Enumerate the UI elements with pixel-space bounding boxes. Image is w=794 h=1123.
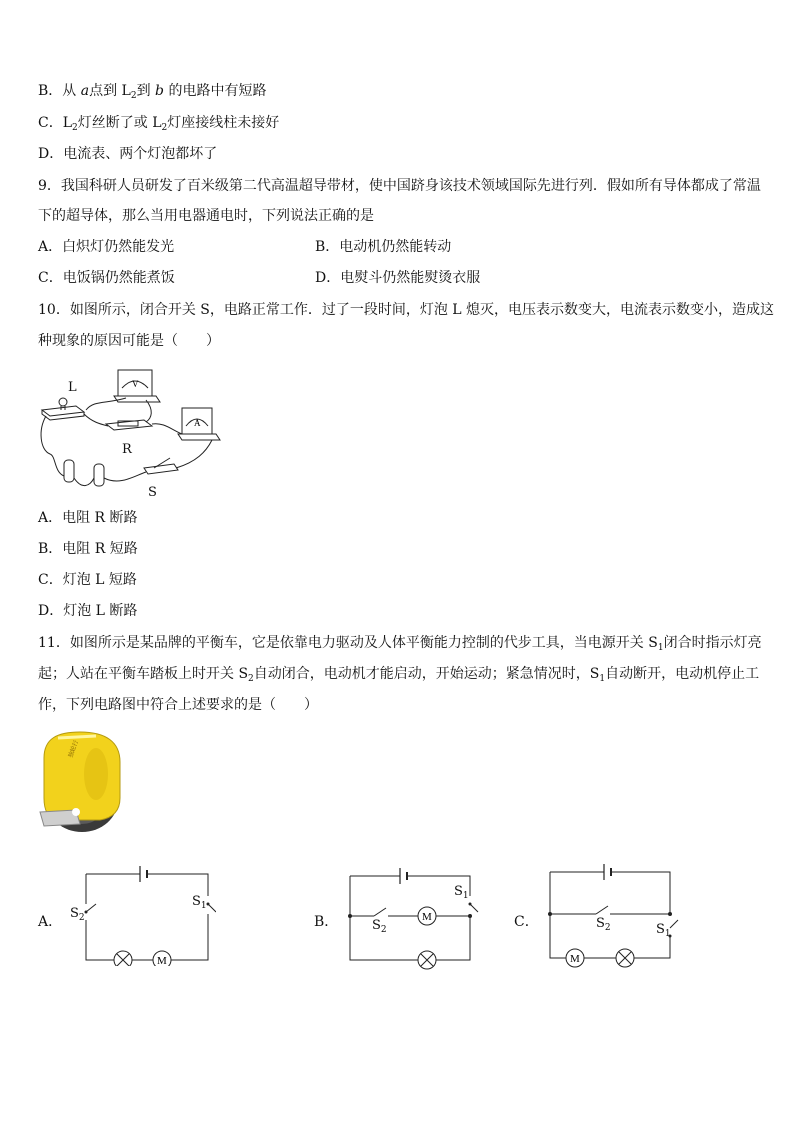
circuit-b-motor: M xyxy=(422,911,432,923)
balance-car-drawing xyxy=(36,728,124,834)
circuit-a-drawing xyxy=(36,858,216,966)
circuit-a-motor: M xyxy=(157,955,167,966)
q10-circuit-drawing xyxy=(36,360,226,502)
q10-option-b: B．电阻 R 短路 xyxy=(38,541,138,557)
circuit-a-s1: $S_1$ xyxy=(192,894,207,911)
q9-option-b: B．电动机仍然能转动 xyxy=(315,239,452,255)
circuit-c-s2: $S_2$ xyxy=(596,916,611,933)
circuit-a-label: A． xyxy=(38,914,63,930)
q10-stem-line1: 10．如图所示，闭合开关 S，电路正常工作．过了一段时间，灯泡 L 熄灭，电压表示数变大，电流表示数变小，造成这 xyxy=(38,302,775,318)
switch-label: S xyxy=(148,485,157,500)
circuit-c-s1: $S_1$ xyxy=(656,922,671,939)
q8-option-c: C．$L_2$灯丝断了或 $L_2$灯座接线柱未接好 xyxy=(38,115,280,133)
circuit-b xyxy=(312,860,492,970)
q9-option-a: A．白炽灯仍然能发光 xyxy=(38,239,175,255)
q11-stem-line1: 11．如图所示是某品牌的平衡车，它是依靠电力驱动及人体平衡能力控制的代步工具，当电源开关 $S_1$闭合时指示灯亮 xyxy=(38,635,762,653)
circuit-b-drawing xyxy=(312,860,492,970)
q10-option-a: A．电阻 R 断路 xyxy=(38,510,138,526)
circuit-c-drawing xyxy=(512,858,696,970)
q11-stem-line2: 起；人站在平衡车踏板上时开关 $S_2$自动闭合，电动机才能启动，开始运动；紧急情况时，$S_1$自动断开，电动机停止工 xyxy=(38,666,760,684)
q9-option-d: D．电熨斗仍然能熨烫衣服 xyxy=(315,270,481,286)
wheel-brand-text: 独轮行 xyxy=(67,739,81,759)
circuit-a-s2: $S_2$ xyxy=(70,906,85,923)
circuit-c-label: C． xyxy=(514,914,539,930)
balance-car-image xyxy=(36,728,124,834)
circuit-b-label: B． xyxy=(314,914,339,930)
voltmeter-label: V xyxy=(132,379,139,389)
q9-stem-line1: 9．我国科研人员研发了百米级第二代高温超导带材，使中国跻身该技术领域国际先进行列．假如所有导体都成了常温 xyxy=(38,178,761,194)
q11-stem-line3: 作，下列电路图中符合上述要求的是（ ） xyxy=(38,697,318,713)
circuit-b-s1: $S_1$ xyxy=(454,884,469,901)
q8-option-d: D．电流表、两个灯泡都坏了 xyxy=(38,146,218,162)
lamp-label: L xyxy=(68,380,77,395)
q9-option-c: C．电饭锅仍然能煮饭 xyxy=(38,270,175,286)
q9-stem-line2: 下的超导体，那么当用电器通电时，下列说法正确的是 xyxy=(38,208,374,224)
ammeter-label: A xyxy=(194,418,201,428)
circuit-a xyxy=(36,858,216,966)
circuit-c-motor: M xyxy=(570,953,580,965)
circuit-b-s2: $S_2$ xyxy=(372,918,387,935)
q8-option-b: B．从 a点到 $L_2$到 b 的电路中有短路 xyxy=(38,83,267,101)
resistor-label: R xyxy=(122,442,132,457)
q10-circuit-figure xyxy=(36,360,226,502)
q10-option-d: D．灯泡 L 断路 xyxy=(38,603,138,619)
q10-option-c: C．灯泡 L 短路 xyxy=(38,572,137,588)
q10-stem-line2: 种现象的原因可能是（ ） xyxy=(38,333,220,349)
circuit-c xyxy=(512,858,696,970)
